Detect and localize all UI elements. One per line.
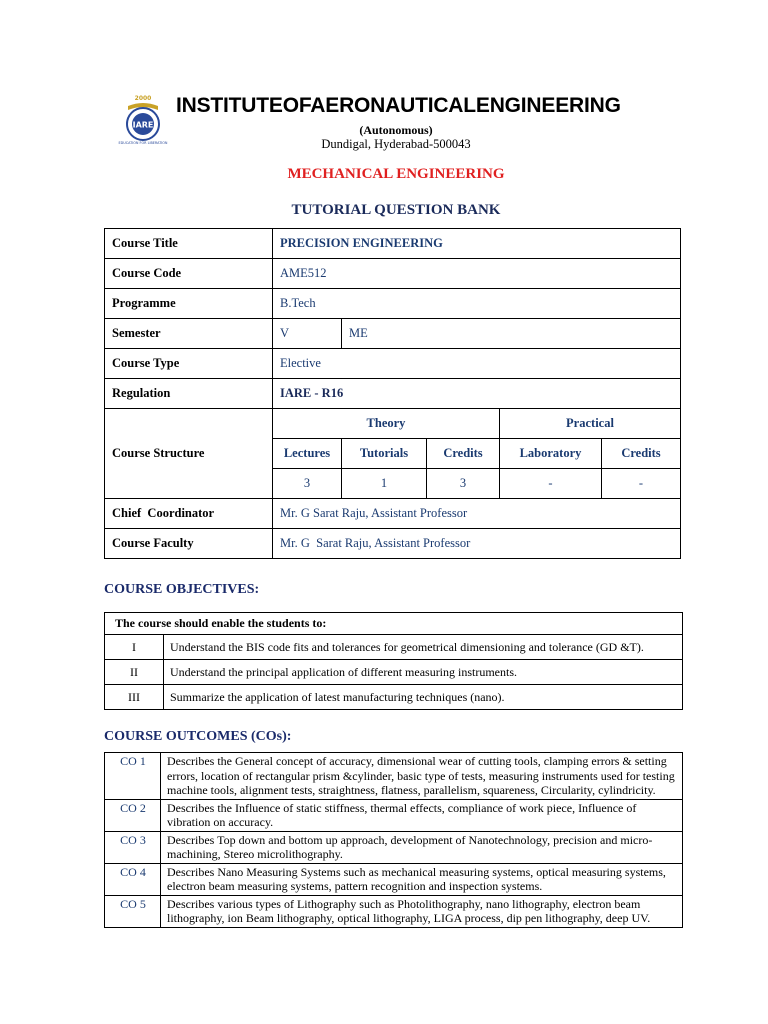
programme-row bbox=[105, 289, 681, 319]
outcome-code: CO 2 bbox=[105, 799, 161, 831]
outcome-code: CO 1 bbox=[105, 753, 161, 800]
regulation-label: Regulation bbox=[105, 379, 273, 409]
chief-coordinator-label: Chief Coordinator bbox=[105, 499, 273, 529]
practical-credits-value: - bbox=[602, 469, 681, 499]
logo-motto: EDUCATION FOR LIBERATION bbox=[118, 141, 168, 145]
outcome-code: CO 4 bbox=[105, 863, 161, 895]
objective-row bbox=[105, 660, 683, 685]
objectives-table bbox=[104, 612, 683, 710]
regulation-value: IARE - R16 bbox=[273, 379, 681, 409]
laboratory-header: Laboratory bbox=[500, 439, 602, 469]
objective-row bbox=[105, 685, 683, 710]
outcome-text: Describes various types of Lithography such as Photolithography, nano lithography, electron beam lithography, ion Beam lithography, optical lithography, LIGA process, dip pen lithography, deep UV. bbox=[161, 895, 683, 927]
logo-abbr: IARE bbox=[132, 120, 154, 130]
course-faculty-value: Mr. G Sarat Raju, Assistant Professor bbox=[273, 529, 681, 559]
outcome-row bbox=[105, 895, 683, 927]
outcome-text: Describes the General concept of accuracy, dimensional wear of cutting tools, clamping errors & setting errors, location of rectangular prism &cylinder, basic type of tests, measuring instruments used for testing machine tools, alignment tests, straightness, flatness, parallelism, squareness, Circularity, cylindricity. bbox=[161, 753, 683, 800]
course-title-row bbox=[105, 229, 681, 259]
laboratory-value: - bbox=[500, 469, 602, 499]
outcome-row bbox=[105, 863, 683, 895]
outcome-text: Describes Top down and bottom up approach, development of Nanotechnology, precision and micro-machining, Stereo microlithography. bbox=[161, 831, 683, 863]
course-code-label: Course Code bbox=[105, 259, 273, 289]
theory-header: Theory bbox=[273, 409, 500, 439]
objectives-title: COURSE OBJECTIVES: bbox=[104, 582, 260, 597]
department-title: MECHANICAL ENGINEERING bbox=[287, 166, 505, 182]
objective-number: I bbox=[105, 635, 164, 660]
lectures-value: 3 bbox=[273, 469, 342, 499]
outcome-code: CO 3 bbox=[105, 831, 161, 863]
regulation-row bbox=[105, 379, 681, 409]
programme-label: Programme bbox=[105, 289, 273, 319]
objective-number: III bbox=[105, 685, 164, 710]
tutorials-header: Tutorials bbox=[342, 439, 427, 469]
objective-text: Understand the BIS code fits and tolerances for geometrical dimensioning and tolerance (GD &T). bbox=[164, 635, 683, 660]
autonomous-label: (Autonomous) bbox=[359, 123, 433, 137]
outcome-row bbox=[105, 831, 683, 863]
logo-year: 2000 bbox=[134, 95, 152, 102]
objectives-intro-row bbox=[105, 613, 683, 635]
course-title-value: PRECISION ENGINEERING bbox=[273, 229, 681, 259]
course-title-label: Course Title bbox=[105, 229, 273, 259]
objective-text: Understand the principal application of different measuring instruments. bbox=[164, 660, 683, 685]
credits-value: 3 bbox=[427, 469, 500, 499]
course-faculty-label: Course Faculty bbox=[105, 529, 273, 559]
objective-row bbox=[105, 635, 683, 660]
outcome-text: Describes the Influence of static stiffness, thermal effects, compliance of work piece, Influence of vibration on accuracy. bbox=[161, 799, 683, 831]
outcome-row bbox=[105, 753, 683, 800]
objective-text: Summarize the application of latest manufacturing techniques (nano). bbox=[164, 685, 683, 710]
semester-branch: ME bbox=[342, 319, 681, 349]
semester-value: V bbox=[273, 319, 342, 349]
course-code-row bbox=[105, 259, 681, 289]
credits-header: Credits bbox=[427, 439, 500, 469]
semester-label: Semester bbox=[105, 319, 273, 349]
objective-number: II bbox=[105, 660, 164, 685]
programme-value: B.Tech bbox=[273, 289, 681, 319]
outcome-row bbox=[105, 799, 683, 831]
course-type-value: Elective bbox=[273, 349, 681, 379]
course-structure-label: Course Structure bbox=[105, 409, 273, 499]
course-faculty-row bbox=[105, 529, 681, 559]
document-title: TUTORIAL QUESTION BANK bbox=[291, 202, 501, 218]
semester-row bbox=[105, 319, 681, 349]
outcome-text: Describes Nano Measuring Systems such as mechanical measuring systems, optical measuring systems, electron beam measuring systems, pattern recognition and inspection systems. bbox=[161, 863, 683, 895]
tutorials-value: 1 bbox=[342, 469, 427, 499]
institute-address: Dundigal, Hyderabad-500043 bbox=[321, 137, 471, 151]
lectures-header: Lectures bbox=[273, 439, 342, 469]
chief-coordinator-row bbox=[105, 499, 681, 529]
chief-coordinator-value: Mr. G Sarat Raju, Assistant Professor bbox=[273, 499, 681, 529]
course-type-row bbox=[105, 349, 681, 379]
outcomes-table bbox=[104, 752, 683, 928]
practical-header: Practical bbox=[500, 409, 681, 439]
outcomes-title: COURSE OUTCOMES (COs): bbox=[104, 729, 292, 744]
course-info-table bbox=[104, 228, 681, 559]
practical-credits-header: Credits bbox=[602, 439, 681, 469]
course-code-value: AME512 bbox=[273, 259, 681, 289]
objectives-intro: The course should enable the students to: bbox=[105, 613, 683, 635]
structure-header-row bbox=[105, 409, 681, 439]
course-type-label: Course Type bbox=[105, 349, 273, 379]
institute-name: INSTITUTEOFAERONAUTICALENGINEERING bbox=[176, 94, 621, 117]
outcome-code: CO 5 bbox=[105, 895, 161, 927]
